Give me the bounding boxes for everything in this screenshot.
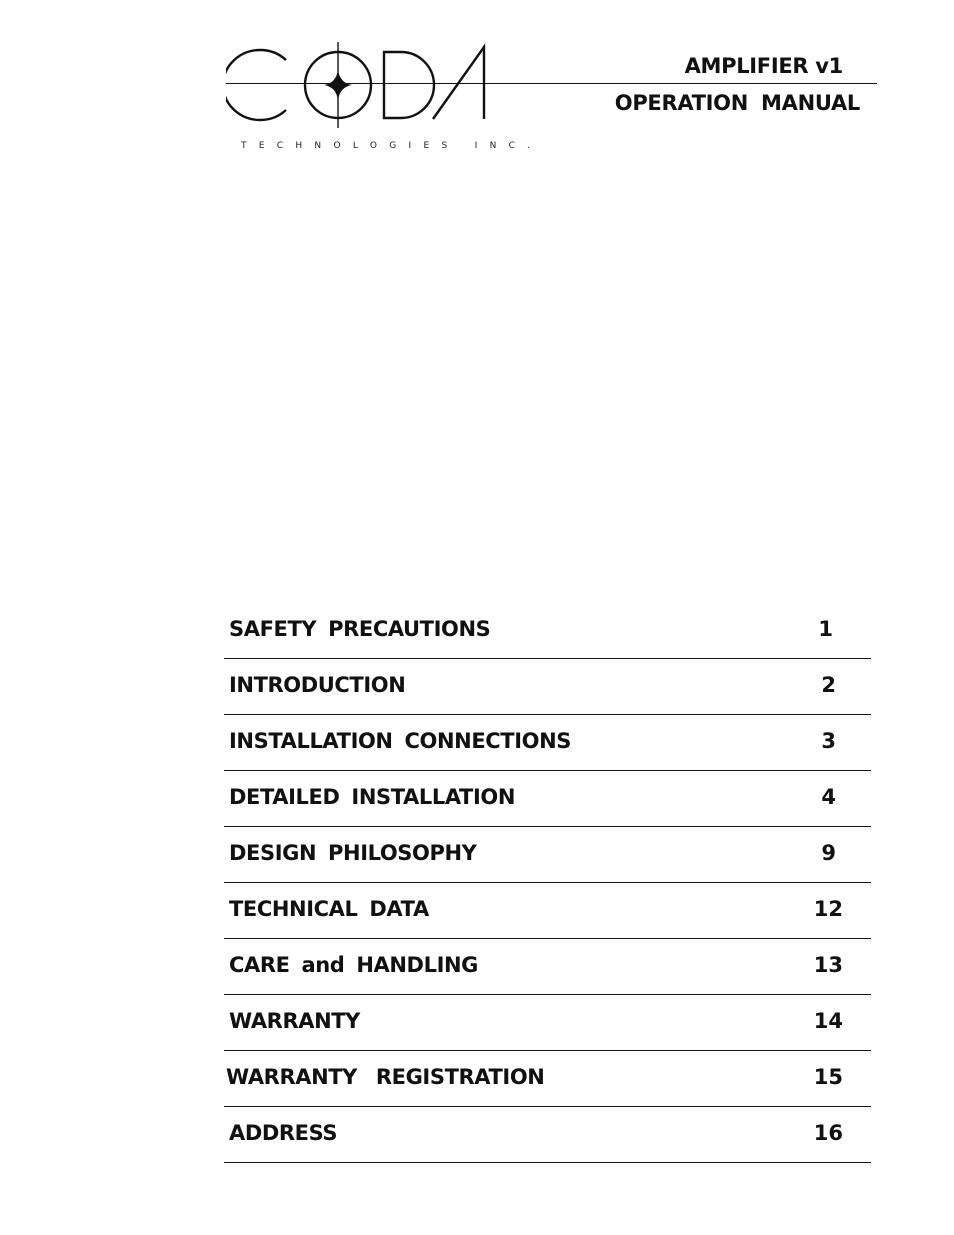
toc-entry-page: 4 — [821, 785, 836, 809]
toc-entry-label: INSTALLATION CONNECTIONS — [229, 729, 571, 753]
toc-entry-label: WARRANTY — [229, 1009, 360, 1033]
toc-entry-label: DETAILED INSTALLATION — [229, 785, 516, 809]
toc-entry-installation-connections[interactable] — [224, 715, 871, 771]
toc-entry-label: INTRODUCTION — [229, 673, 406, 697]
toc-entry-detailed-installation[interactable] — [224, 771, 871, 827]
toc-entry-page: 3 — [821, 729, 836, 753]
toc-entry-warranty[interactable] — [224, 995, 871, 1051]
toc-entry-label: CARE and HANDLING — [229, 953, 478, 977]
toc-entry-safety-precautions[interactable] — [224, 603, 871, 659]
toc-entry-label: WARRANTY REGISTRATION — [226, 1065, 545, 1089]
toc-entry-page: 15 — [813, 1065, 843, 1089]
toc-entry-label: DESIGN PHILOSOPHY — [229, 841, 477, 865]
coda-logo-mark — [226, 40, 498, 132]
toc-entry-care-and-handling[interactable] — [224, 939, 871, 995]
table-of-contents — [224, 603, 871, 1163]
toc-entry-warranty-registration[interactable] — [224, 1051, 871, 1107]
toc-entry-page: 9 — [821, 841, 836, 865]
logo-subtitle: TECHNOLOGIES INC. — [241, 141, 543, 151]
product-name: AMPLIFIER v1 — [684, 54, 843, 78]
document-title — [615, 53, 860, 117]
toc-entry-page: 1 — [818, 617, 833, 641]
toc-entry-page: 16 — [813, 1121, 843, 1145]
manual-name: OPERATION MANUAL — [614, 91, 860, 115]
toc-entry-address[interactable] — [224, 1107, 871, 1163]
toc-entry-introduction[interactable] — [224, 659, 871, 715]
toc-entry-page: 12 — [813, 897, 843, 921]
toc-entry-page: 2 — [821, 673, 836, 697]
toc-entry-label: SAFETY PRECAUTIONS — [229, 617, 491, 641]
toc-entry-label: TECHNICAL DATA — [229, 897, 429, 921]
toc-entry-page: 14 — [813, 1009, 843, 1033]
coda-logo — [226, 40, 498, 132]
toc-entry-technical-data[interactable] — [224, 883, 871, 939]
toc-entry-label: ADDRESS — [229, 1121, 338, 1145]
toc-entry-design-philosophy[interactable] — [224, 827, 871, 883]
toc-entry-page: 13 — [813, 953, 843, 977]
